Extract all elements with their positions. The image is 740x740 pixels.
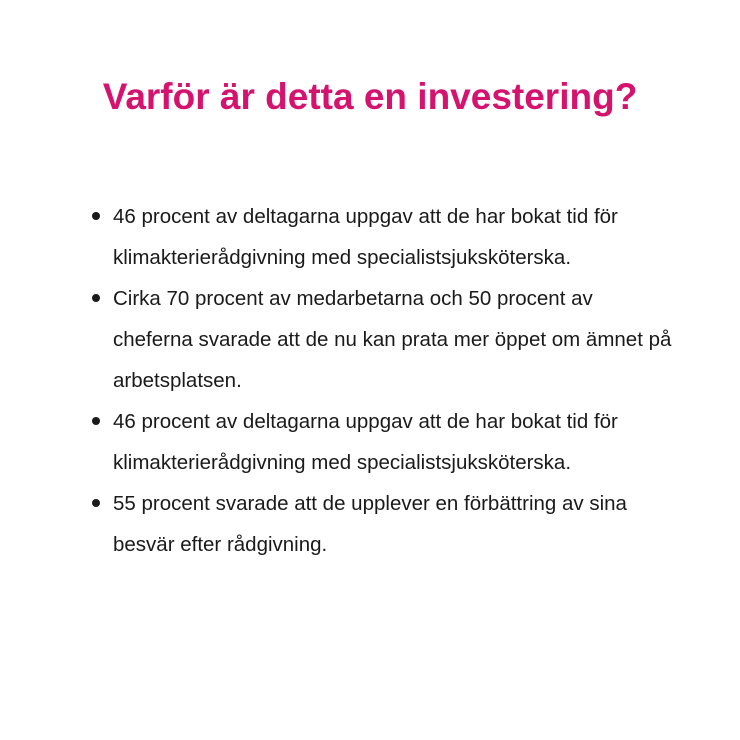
list-item-text: 46 procent av deltagarna uppgav att de har bokat tid för klimakterierådgivning med specialistsjuksköterska. bbox=[113, 410, 618, 474]
list-item bbox=[88, 196, 678, 278]
bullet-dot-icon bbox=[92, 294, 100, 302]
list-item bbox=[88, 483, 678, 565]
list-item-text: 46 procent av deltagarna uppgav att de har bokat tid för klimakterierådgivning med specialistsjuksköterska. bbox=[113, 205, 618, 269]
page-title: Varför är detta en investering? bbox=[102, 76, 638, 117]
list-item-text: Cirka 70 procent av medarbetarna och 50 procent av cheferna svarade att de nu kan prata mer öppet om ämnet på arbetsplatsen. bbox=[113, 287, 672, 392]
bullet-dot-icon bbox=[92, 212, 100, 220]
list-item bbox=[88, 401, 678, 483]
bullet-list bbox=[88, 196, 678, 565]
list-item bbox=[88, 278, 678, 401]
bullet-dot-icon bbox=[92, 417, 100, 425]
bullet-dot-icon bbox=[92, 499, 100, 507]
list-item-text: 55 procent svarade att de upplever en förbättring av sina besvär efter rådgivning. bbox=[113, 492, 627, 556]
